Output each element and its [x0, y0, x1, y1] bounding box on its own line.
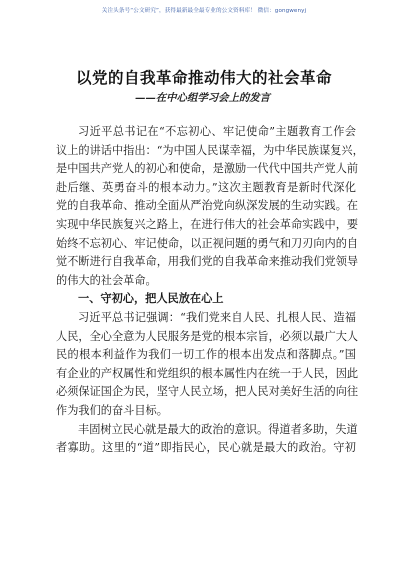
- document-body: [56, 123, 364, 458]
- text-line: 的伟大的社会革命。: [56, 273, 157, 287]
- text-line: 作为我们的奋斗目标。: [56, 403, 168, 417]
- text-line: 人民，全心全意为人民服务是党的根本宗旨，必须以最广大人: [56, 329, 359, 343]
- paragraph-2: [56, 309, 359, 421]
- text-line: 习近平总书记在“不忘初心、牢记使命”主题教育工作会: [78, 125, 356, 138]
- paragraph-3: [56, 421, 356, 458]
- text-line: 是中国共产党人的初心和使命，是激励一代代中国共产党人前: [56, 162, 359, 176]
- paragraph-1: [56, 123, 364, 290]
- text-line: 实现中华民族复兴之路上，在进行伟大的社会革命实践中，要: [56, 217, 359, 231]
- text-line: 者寡助。这里的“道”即指民心，民心就是最大的政治。守初: [56, 441, 356, 455]
- document-subtitle: ——在中心组学习会上的发言: [135, 92, 271, 104]
- text-line: 必须保证国企为民，坚守人民立场，把人民对美好生活的向往: [56, 385, 359, 399]
- document-title: 以党的自我革命推动伟大的社会革命: [75, 68, 332, 87]
- text-line: 习近平总书记强调：“我们党来自人民、扎根人民、造福: [78, 310, 356, 324]
- text-line: 民的根本利益作为我们一切工作的根本出发点和落脚点。”国: [56, 348, 356, 362]
- text-line: 丰固树立民心就是最大的政治的意识。得道者多助，失道: [78, 422, 358, 436]
- text-line: 有企业的产权属性和党组织的根本属性内在统一于人民，因此: [56, 366, 359, 380]
- text-line: 议上的讲话中指出：“为中国人民谋幸福，为中华民族谋复兴，: [56, 143, 364, 157]
- header-banner: 关注头条号“公文研究”，获得最新最全最专业的公文资料库！ 微信：gongwenyj: [101, 8, 307, 14]
- text-line: 始终不忘初心、牢记使命，以正视问题的勇气和刀刃向内的自: [56, 236, 359, 250]
- section-heading: 一、守初心，把人民放在心上: [78, 292, 224, 306]
- text-line: 觉不断进行自我革命，用我们党的自我革命来推动我们党领导: [56, 255, 359, 269]
- text-line: 党的自我革命、推动全面从严治党向纵深发展的生动实践。在: [56, 199, 359, 213]
- text-line: 赴后继、英勇奋斗的根本动力。”这次主题教育是新时代深化: [56, 180, 356, 194]
